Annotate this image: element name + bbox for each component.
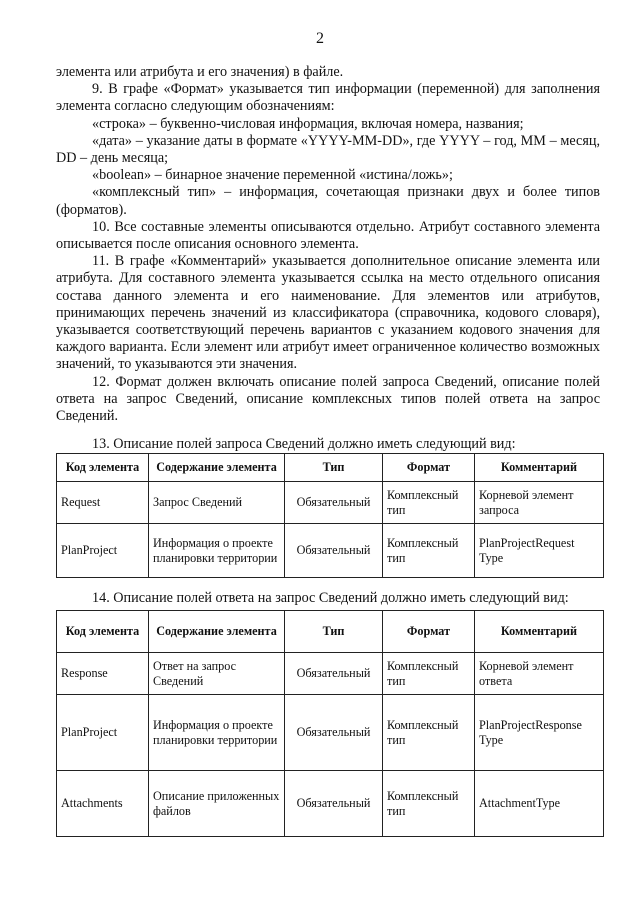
cell-type: Обязательный	[285, 695, 383, 771]
header-format: Формат	[383, 454, 475, 482]
header-type: Тип	[285, 454, 383, 482]
body-text	[56, 64, 600, 425]
header-element-content: Содержание элемента	[149, 611, 285, 653]
cell-element-content: Запрос Сведений	[149, 482, 285, 524]
cell-comment: PlanProjectResponse Type	[475, 695, 604, 771]
table-row	[57, 524, 604, 578]
header-element-code: Код элемента	[57, 454, 149, 482]
table-row	[57, 695, 604, 771]
cell-type: Обязательный	[285, 653, 383, 695]
cell-type: Обязательный	[285, 482, 383, 524]
cell-comment: PlanProjectRequest Type	[475, 524, 604, 578]
header-element-content: Содержание элемента	[149, 454, 285, 482]
table-14-caption: 14. Описание полей ответа на запрос Сведений должно иметь следующий вид:	[92, 590, 569, 606]
format-complex-definition: «комплексный тип» – информация, сочетающая признаки двух и более типов (форматов).	[56, 184, 600, 218]
paragraph-continuation: элемента или атрибута и его значения) в файле.	[56, 64, 344, 80]
table-row	[57, 771, 604, 837]
paragraph-10: 10. Все составные элементы описываются отдельно. Атрибут составного элемента описывается после описания основного элемента.	[56, 218, 600, 253]
header-format: Формат	[383, 611, 475, 653]
cell-element-code: Attachments	[57, 771, 149, 837]
format-date-definition: «дата» – указание даты в формате «YYYY-MM-DD», где YYYY – год, MM – месяц, DD – день месяца;	[56, 132, 600, 167]
table-header-row	[57, 611, 604, 653]
cell-type: Обязательный	[285, 524, 383, 578]
cell-element-content: Описание приложенных файлов	[149, 771, 285, 837]
cell-comment: Корневой элемент ответа	[475, 653, 604, 695]
cell-element-content: Ответ на запрос Сведений	[149, 653, 285, 695]
paragraph-9: 9. В графе «Формат» указывается тип информации (переменной) для заполнения элемента согласно следующим обозначениям:	[56, 81, 600, 115]
cell-element-content: Информация о проекте планировки территории	[149, 524, 285, 578]
format-string-definition: «строка» – буквенно-числовая информация, включая номера, названия;	[92, 115, 524, 132]
table-header-row	[57, 454, 604, 482]
header-type: Тип	[285, 611, 383, 653]
response-fields-table	[56, 610, 604, 837]
cell-format: Комплексный тип	[383, 695, 475, 771]
cell-element-code: PlanProject	[57, 524, 149, 578]
table-13-caption: 13. Описание полей запроса Сведений должно иметь следующий вид:	[92, 436, 516, 452]
paragraph-12: 12. Формат должен включать описание полей запроса Сведений, описание полей ответа на запрос Сведений, описание комплексных типов полей ответа на запрос Сведений.	[56, 373, 600, 425]
cell-format: Комплексный тип	[383, 771, 475, 837]
header-element-code: Код элемента	[57, 611, 149, 653]
cell-format: Комплексный тип	[383, 482, 475, 524]
cell-format: Комплексный тип	[383, 653, 475, 695]
paragraph-11: 11. В графе «Комментарий» указывается дополнительное описание элемента или атрибута. Для составного элемента указывается ссылка на место отдельного описания состава данного элемента и его наименование. Для элементов или атрибутов, принимающих перечень значений из классификатора (справочника, кодового словаря), указывается соответствующий перечень вариантов с указанием кодового значения для каждого варианта. Если элемент или атрибут имеет ограниченное количество возможных значений, то указываются эти значения.	[56, 253, 600, 373]
format-boolean-definition: «boolean» – бинарное значение переменной «истина/ложь»;	[92, 167, 453, 184]
table-row	[57, 653, 604, 695]
cell-element-code: Response	[57, 653, 149, 695]
request-fields-table	[56, 453, 604, 578]
cell-comment: AttachmentType	[475, 771, 604, 837]
table-row	[57, 482, 604, 524]
cell-element-code: Request	[57, 482, 149, 524]
cell-format: Комплексный тип	[383, 524, 475, 578]
cell-element-content: Информация о проекте планировки территории	[149, 695, 285, 771]
cell-comment: Корневой элемент запроса	[475, 482, 604, 524]
page-number: 2	[316, 30, 324, 47]
header-comment: Комментарий	[475, 454, 604, 482]
cell-type: Обязательный	[285, 771, 383, 837]
header-comment: Комментарий	[475, 611, 604, 653]
cell-element-code: PlanProject	[57, 695, 149, 771]
